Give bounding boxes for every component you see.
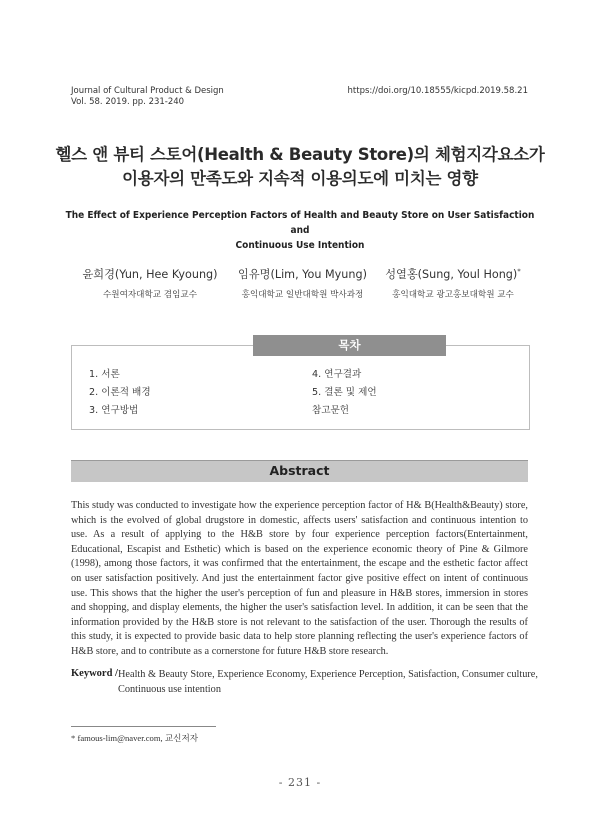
footnote [71,732,198,744]
keyword-line1: Health & Beauty Store, Experience Economy, Experience Perception, Satisfaction, Consumer culture, [118,669,538,680]
toc-item: 4. 연구결과 [312,369,362,380]
author-name-text: 성열홍(Sung, Youl Hong) [385,268,518,281]
page-number: - 231 - [278,776,322,789]
author-affiliation: 홍익대학교 광고홍보대학원 교수 [392,290,514,300]
toc-item: 참고문헌 [312,405,350,416]
author-1 [70,266,230,300]
doi-link[interactable]: https://doi.org/10.18555/kicpd.2019.58.21 [347,86,528,96]
author-name: 윤희경(Yun, Hee Kyoung) [82,268,218,281]
toc-item: 1. 서론 [89,369,120,380]
english-title-line1: The Effect of Experience Perception Factors of Health and Beauty Store on User Satisfaction and [65,210,535,236]
footnote-mark: * [71,733,76,743]
keyword-line2: Continuous use intention [118,684,221,695]
author-2 [225,266,380,300]
corresponding-mark: * [517,267,521,276]
korean-title [40,143,560,191]
toc-item: 3. 연구방법 [89,405,139,416]
korean-title-line1: 헬스 앤 뷰티 스토어(Health & Beauty Store)의 체험지각요소가 [55,145,545,164]
korean-title-line2: 이용자의 만족도와 지속적 이용의도에 미치는 영향 [122,169,478,188]
keyword-list [118,667,538,697]
author-affiliation: 수원여자대학교 겸임교수 [102,290,198,300]
abstract-body: This study was conducted to investigate how the experience perception factor of H& B(Health&Beauty) store, which is the evolved of global drugstore in domestic, affects users' satisfaction and continuous intention to use. As a result of applying to the H&B store by four experience perception factors(Entertainment, Educational, Escapist and Esthetic) which is based on the experience economic theory of Pine & Gilmore (1998), among those factors, it was confirmed that the entertainment, the escape and the esthetic factor affect on user satisfaction positively. And just the entertainment factor give positive effect on intent of continuous use. This shows that the higher the user's perception of fun and pleasure in H&B stores, immersion in stores and shopping, and display elements, the higher the user's satisfaction level. In addition, it can be seen that the information provided by the H&B store is not relevant to the satisfaction of the user. Thorough the results of this study, it is expected to provide basic data to help store planning reflecting the user's experience factors of H&B store, and to contribute as a cornerstone for future H&B store research. [71,500,528,657]
toc-left-column [89,366,151,420]
toc-item: 2. 이론적 배경 [89,387,151,398]
journal-name: Journal of Cultural Product & Design [71,86,224,96]
toc-right-column [312,366,377,420]
toc-item: 5. 결론 및 제언 [312,387,377,398]
abstract-heading: Abstract [269,463,330,478]
english-title [60,208,540,253]
toc-heading: 목차 [253,335,446,356]
author-name: 임유명(Lim, You Myung) [238,268,367,281]
keyword-label: Keyword / [71,668,118,679]
author-name [368,266,538,282]
author-affiliation: 홍익대학교 일반대학원 박사과정 [241,290,364,300]
footnote-divider [71,726,216,727]
journal-volume: Vol. 58. 2019. pp. 231-240 [71,97,185,107]
english-title-line2: Continuous Use Intention [235,240,365,251]
footnote-text: famous-lim@naver.com, 교신저자 [77,733,199,743]
journal-info [71,86,224,108]
author-3 [368,266,538,300]
